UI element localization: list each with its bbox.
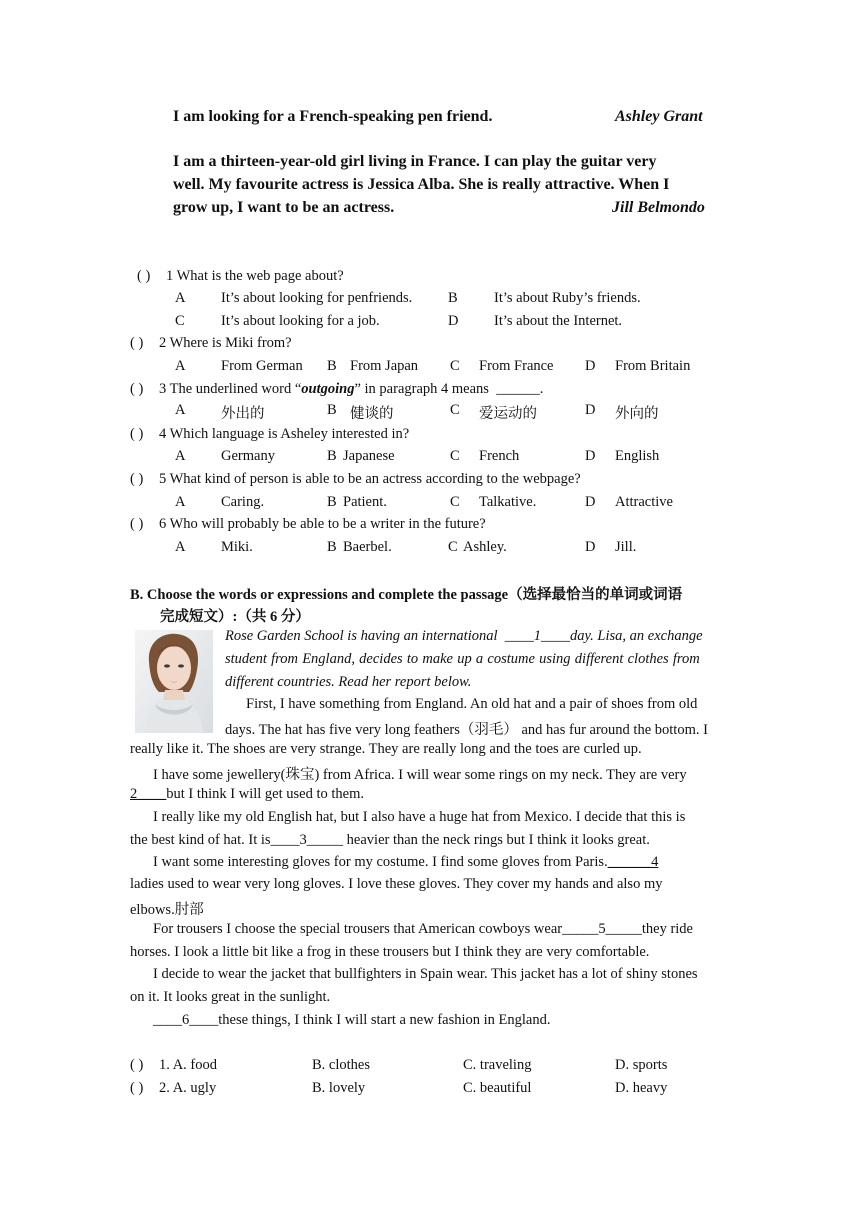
passage-line: horses. I look a little bit like a frog in these trousers but I think they are very comfortable.	[130, 944, 650, 960]
option-text: From France	[479, 358, 554, 374]
option-letter: C	[450, 494, 460, 510]
passage-text: these things, I think I will start a new fashion in England.	[218, 1012, 551, 1028]
passage-line: ladies used to wear very long gloves. I love these gloves. They cover my hands and also my	[130, 876, 663, 892]
answer-paren[interactable]: ( )	[130, 335, 144, 351]
answer-paren[interactable]: ( )	[130, 381, 144, 397]
answer-paren[interactable]: ( )	[130, 516, 144, 532]
passage-line: I have some jewellery(珠宝) from Africa. I will wear some rings on my neck. They are very	[153, 767, 687, 783]
underlined-word: outgoing	[301, 381, 355, 397]
option-d: D. heavy	[615, 1080, 668, 1096]
passage-line	[130, 786, 364, 803]
option-d: D. sports	[615, 1057, 668, 1073]
part-b-heading: B. Choose the words or expressions and complete the passage（选择最恰当的单词或词语	[130, 587, 683, 603]
option-text: English	[615, 448, 660, 464]
option-text: French	[479, 448, 520, 464]
option-a: 1. A. food	[159, 1057, 217, 1073]
option-text: From Britain	[615, 358, 691, 374]
passage-text: heavier than the neck rings but I think it looks great.	[343, 832, 650, 848]
option-letter: A	[175, 402, 186, 418]
option-letter: B	[448, 290, 458, 306]
option-letter: C	[450, 358, 460, 374]
option-letter: C	[450, 448, 460, 464]
option-text: Baerbel.	[343, 539, 392, 555]
passage-line: elbows.肘部	[130, 902, 204, 918]
option-letter: B	[327, 358, 337, 374]
passage-line: on it. It looks great in the sunlight.	[130, 989, 331, 1005]
question-stem: 4 Which language is Asheley interested in?	[159, 426, 410, 442]
answer-paren[interactable]: ( )	[130, 1080, 144, 1096]
passage-line	[153, 921, 693, 938]
option-text: From Japan	[350, 358, 419, 374]
passage-text: I want some interesting gloves for my costume. I find some gloves from Paris.	[153, 854, 608, 870]
option-letter: B	[327, 402, 337, 418]
option-letter: A	[175, 494, 186, 510]
answer-blank: ______.	[496, 381, 544, 397]
blank-2: 2____	[130, 786, 167, 802]
stem-text: 3 The underlined word “	[159, 381, 302, 397]
passage-line: days. The hat has five very long feathers（羽毛） and has fur around the bottom. I	[225, 722, 708, 738]
passage-line	[153, 1012, 550, 1029]
intro-line	[225, 628, 703, 645]
answer-paren[interactable]: ( )	[130, 471, 144, 487]
profile-ashley-author: Ashley Grant	[615, 108, 703, 125]
answer-paren[interactable]: ( )	[130, 426, 144, 442]
option-text: 外向的	[615, 406, 659, 422]
profile-jill-line: I am a thirteen-year-old girl living in France. I can play the guitar very	[173, 153, 657, 170]
option-letter: B	[327, 539, 337, 555]
option-text: From German	[221, 358, 303, 374]
part-b-heading-cont: 完成短文）:（共 6 分）	[160, 609, 310, 625]
intro-text: Rose Garden School is having an international	[225, 628, 498, 644]
answer-paren[interactable]: ( )	[130, 1057, 144, 1073]
blank-4: ______4	[607, 854, 659, 870]
profile-jill-line: well. My favourite actress is Jessica Alba. She is really attractive. When I	[173, 176, 670, 193]
option-letter: D	[585, 448, 596, 464]
blank-6: ____6____	[153, 1012, 219, 1028]
option-text: Talkative.	[479, 494, 537, 510]
option-letter: A	[175, 358, 186, 374]
option-text: It’s about the Internet.	[494, 313, 623, 329]
passage-text: the best kind of hat. It is	[130, 832, 271, 848]
option-b: B. clothes	[312, 1057, 370, 1073]
option-c: C. beautiful	[463, 1080, 532, 1096]
intro-line: different countries. Read her report below.	[225, 674, 472, 690]
option-letter: D	[585, 358, 596, 374]
option-text: Attractive	[615, 494, 673, 510]
option-text: It’s about looking for a job.	[221, 313, 380, 329]
answer-paren[interactable]: ( )	[137, 268, 151, 284]
option-letter: B	[327, 448, 337, 464]
portrait-photo	[135, 630, 213, 733]
option-text: 爱运动的	[479, 406, 537, 422]
option-letter: A	[175, 448, 186, 464]
option-letter: C	[448, 539, 458, 555]
stem-text: ” in paragraph 4 means	[354, 381, 489, 397]
option-text: It’s about Ruby’s friends.	[494, 290, 641, 306]
option-letter: A	[175, 290, 186, 306]
option-a: 2. A. ugly	[159, 1080, 217, 1096]
profile-jill-author: Jill Belmondo	[612, 199, 705, 216]
blank-5: _____5_____	[562, 921, 642, 937]
option-text: Patient.	[343, 494, 387, 510]
option-text: 外出的	[221, 406, 265, 422]
passage-line: First, I have something from England. An old hat and a pair of shoes from old	[246, 696, 698, 712]
option-text: Japanese	[343, 448, 395, 464]
question-stem: 6 Who will probably be able to be a writer in the future?	[159, 516, 486, 532]
passage-text: they ride	[641, 921, 693, 937]
option-letter: D	[585, 494, 596, 510]
option-text: It’s about looking for penfriends.	[221, 290, 413, 306]
passage-line	[153, 854, 658, 871]
option-text: 健谈的	[350, 406, 394, 422]
question-stem: 5 What kind of person is able to be an actress according to the webpage?	[159, 471, 581, 487]
profile-ashley-text: I am looking for a French-speaking pen friend.	[173, 108, 493, 125]
option-letter: D	[448, 313, 459, 329]
intro-line: student from England, decides to make up a costume using different clothes from	[225, 651, 700, 667]
question-stem: 1 What is the web page about?	[166, 268, 344, 284]
passage-line: I really like my old English hat, but I also have a huge hat from Mexico. I decide that this is	[153, 809, 686, 825]
option-letter: A	[175, 539, 186, 555]
profile-jill-line: grow up, I want to be an actress.	[173, 199, 395, 216]
option-letter: C	[175, 313, 185, 329]
blank-3: ____3_____	[270, 832, 344, 848]
portrait-illustration	[135, 630, 213, 733]
option-text: Jill.	[615, 539, 637, 555]
option-text: Caring.	[221, 494, 265, 510]
option-b: B. lovely	[312, 1080, 366, 1096]
passage-line: I decide to wear the jacket that bullfighters in Spain wear. This jacket has a lot of shiny stones	[153, 966, 698, 982]
option-letter: D	[585, 539, 596, 555]
option-letter: D	[585, 402, 596, 418]
passage-line	[130, 832, 650, 849]
passage-text: but I think I will get used to them.	[166, 786, 364, 802]
passage-line: really like it. The shoes are very strange. They are really long and the toes are curled up.	[130, 741, 642, 757]
question-stem: 2 Where is Miki from?	[159, 335, 292, 351]
option-letter: C	[450, 402, 460, 418]
option-letter: B	[327, 494, 337, 510]
blank-1: ____1____	[504, 628, 571, 644]
option-c: C. traveling	[463, 1057, 532, 1073]
option-text: Miki.	[221, 539, 253, 555]
option-text: Germany	[221, 448, 275, 464]
intro-text: day. Lisa, an exchange	[570, 628, 703, 644]
passage-text: For trousers I choose the special trousers that American cowboys wear	[153, 921, 563, 937]
question-stem	[159, 381, 543, 398]
option-text: Ashley.	[463, 539, 507, 555]
